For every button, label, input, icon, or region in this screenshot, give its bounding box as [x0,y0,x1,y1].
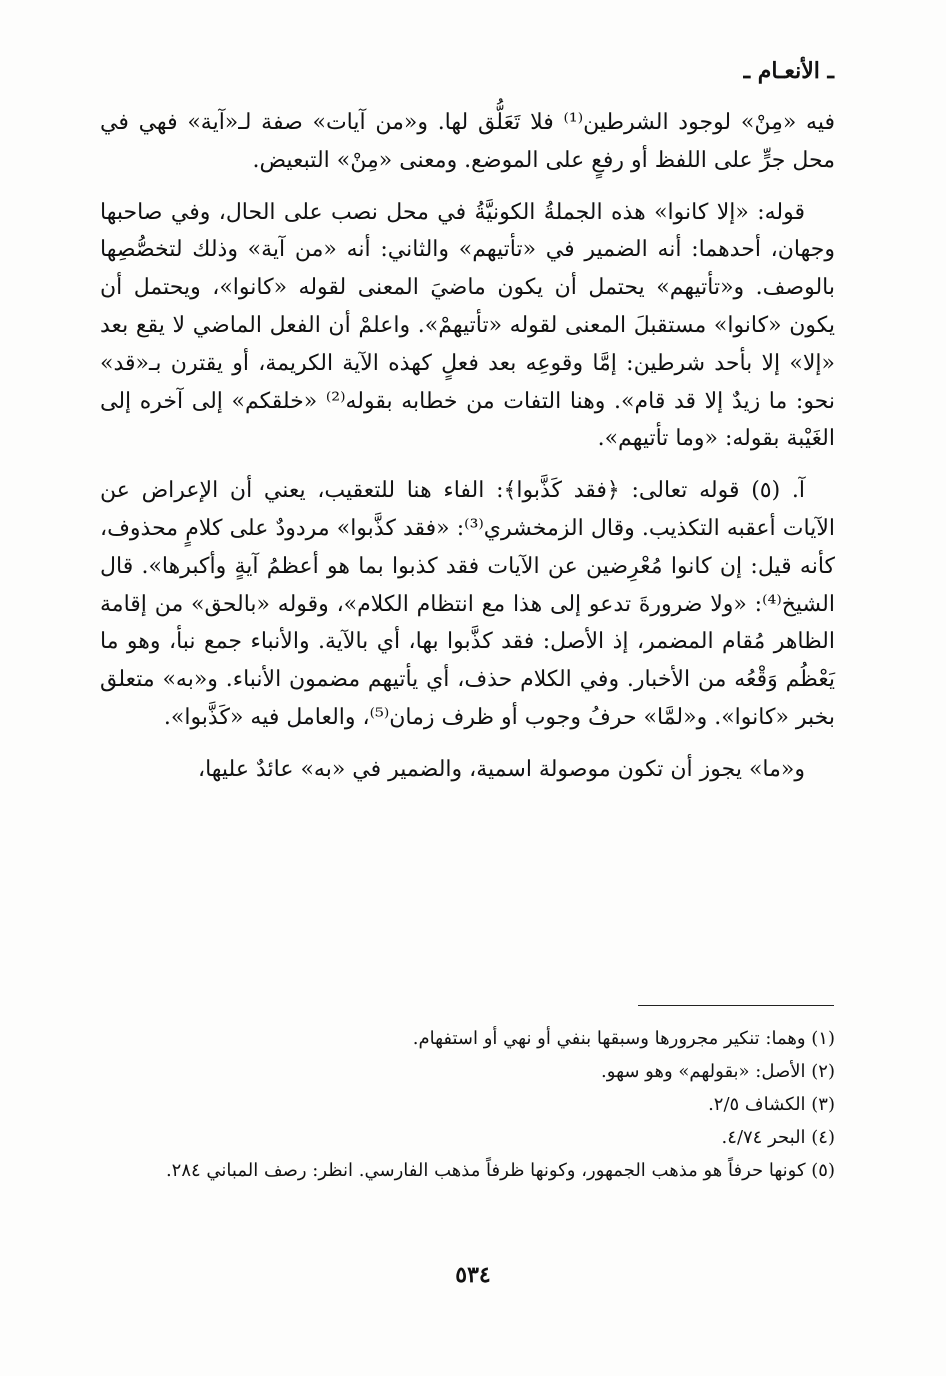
page-number: ٥٣٤ [455,1262,491,1288]
footnote-divider [638,1005,834,1006]
main-text [100,104,835,803]
footnote-5: (٥) كونها حرفاً هو مذهب الجمهور، وكونها ظرفاً مذهب الفارسي. انظر: رصف المباني ٢٨٤. [165,1160,835,1181]
paragraph-1: فيه «مِنْ» لوجود الشرطين⁽¹⁾ فلا تَعَلُّق لها. و«من آيات» صفة لـ«آية» فهي في محل جرٍّ على اللفظ أو رفعٍ على الموضع. ومعنى «مِنْ» التبعيض. [100,110,836,173]
footnote-1: (١) وهما: تنكير مجرورها وسبقها بنفي أو نهي أو استفهام. [412,1028,835,1049]
footnote-3: (٣) الكشاف ٢/٥. [708,1094,835,1115]
footnote-4: (٤) البحر ٤/٧٤. [721,1127,835,1148]
footnotes [100,1022,835,1187]
footnote-2: (٢) الأصل: «بقولهم» وهو سهو. [601,1061,835,1082]
paragraph-4: و«ما» يجوز أن تكون موصولة اسمية، والضمير في «به» عائدٌ عليها، [197,756,805,782]
paragraph-3: آ. (٥) قوله تعالى: ﴿فقد كَذَّبوا﴾: الفاء هنا للتعقيب، يعني أن الإعراض عن الآيات أعقبه التكذيب. وقال الزمخشري⁽³⁾: «فقد كذَّبوا» مردودٌ على كلامٍ محذوف، كأنه قيل: إن كانوا مُعْرِضين عن الآيات فقد كذبوا بما هو أعظمُ آيةٍ وأكبرها». قال الشيخ⁽⁴⁾: «ولا ضرورةَ تدعو إلى هذا مع انتظام الكلام»، وقوله «بالحق» من إقامة الظاهر مُقام المضمر، إذ الأصل: فقد كذَّبوا بها، أي بالآية. والأنباء جمع نبأ، وهو ما يَعْظُم وَقْعُه من الأخبار. وفي الكلام حذف، أي يأتيهم مضمون الأنباء. و«به» متعلق بخبر «كانوا». و«لمَّا» حرفُ وجوب أو ظرف زمان⁽⁵⁾، والعامل فيه «كَذَّبوا». [100,478,835,730]
running-header: ـ الأنعـام ـ [743,58,834,84]
paragraph-2: قوله: «إلا كانوا» هذه الجملةُ الكونيَّةُ في محل نصب على الحال، وفي صاحبها وجهان، أحدهما: أنه الضمير في «تأتيهم» والثاني: أنه «من آية» وذلك لتخصُّصِها بالوصف. و«تأتيهم» يحتمل أن يكون ماضيَ المعنى لقوله «كانوا»، ويحتمل أن يكون «كانوا» مستقبلَ المعنى لقوله «تأتيهمْ». واعلمْ أن الفعل الماضي لا يقع بعد «إلا» إلا بأحد شرطين: إمَّا وقوعِه بعد فعلٍ كهذه الآية الكريمة، أو يقترن بـ«قد» نحو: ما زيدٌ إلا قد قام». وهنا التفات من خطابه بقوله⁽²⁾ «خلقكم» إلى آخره إلى الغَيْبة بقوله: «وما تأتيهم». [100,199,836,452]
